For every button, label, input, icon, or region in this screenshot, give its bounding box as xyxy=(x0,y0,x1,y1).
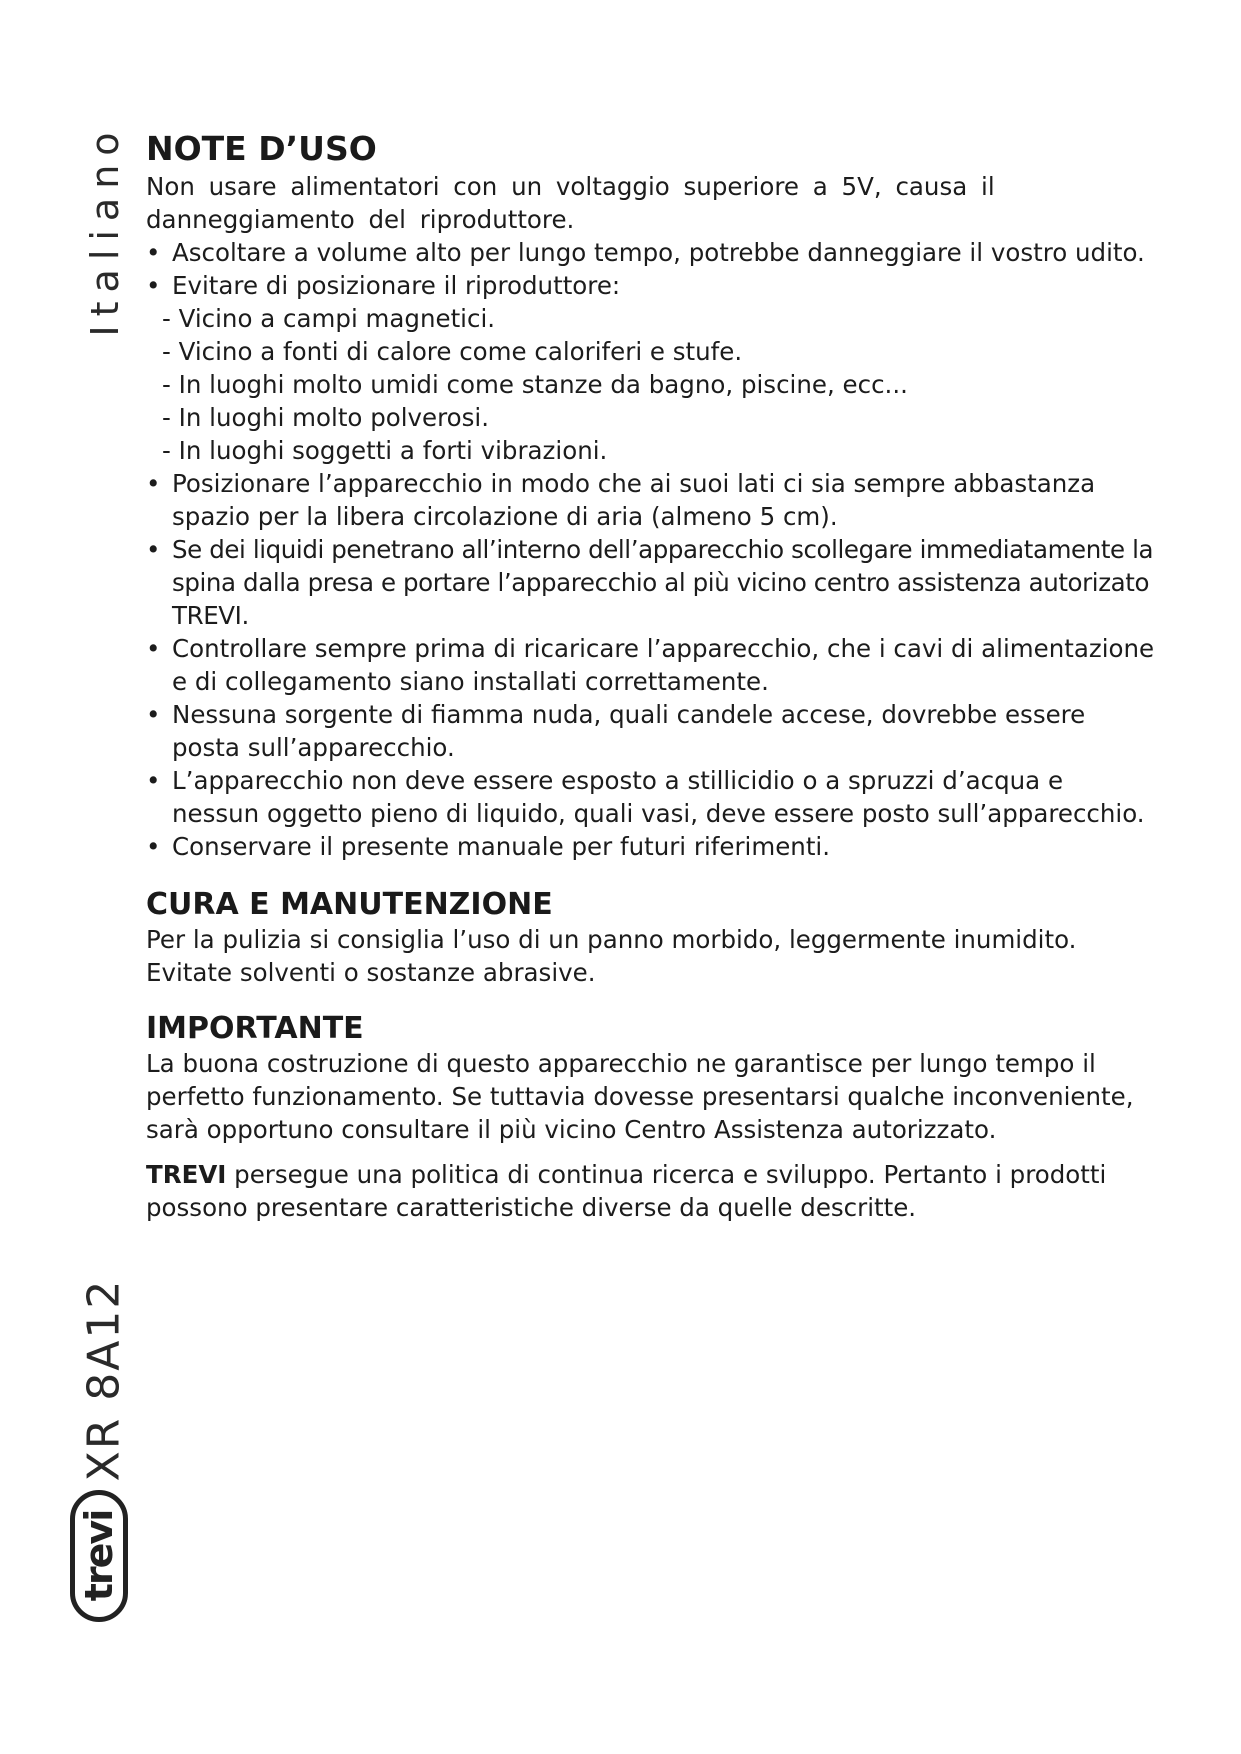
manual-content xyxy=(146,128,1156,1224)
note-uso-heading: NOTE D’USO xyxy=(146,129,377,168)
model-text: XR 8A12 xyxy=(78,1278,130,1482)
bullet-water: • L’apparecchio non deve essere esposto a stillicidio o a spruzzi d’acqua e nessun oggetto pieno di liquido, quali vasi, deve essere posto sull’apparecchio. xyxy=(146,764,1156,830)
bullet-manual: • Conservare il presente manuale per futuri riferimenti. xyxy=(146,830,1156,863)
bullet-ventilation: • Posizionare l’apparecchio in modo che ai suoi lati ci sia sempre abbastanza spazio per la libera circolazione di aria (almeno 5 cm). xyxy=(146,467,1156,533)
trevi-brand: TREVI xyxy=(146,1160,227,1189)
trevi-policy-text: persegue una politica di continua ricerca e sviluppo. Pertanto i prodotti possono presentare caratteristiche diverse da quelle descritte. xyxy=(146,1160,1107,1222)
language-text: Italiano xyxy=(83,123,127,337)
sub-item-magnetic: - Vicino a campi magnetici. xyxy=(162,304,496,333)
model-label xyxy=(74,1270,134,1490)
importante-heading: IMPORTANTE xyxy=(146,1011,364,1046)
importante-text: La buona costruzione di questo apparecchio ne garantisce per lungo tempo il perfetto funzionamento. Se tuttavia dovesse presentarsi qualche inconveniente, sarà opportuno consultare il più vicino Centro Assistenza autorizzato. xyxy=(146,1049,1134,1144)
trevi-logo xyxy=(70,1490,128,1622)
sub-item-humid: - In luoghi molto umidi come stanze da bagno, piscine, ecc... xyxy=(162,370,908,399)
note-uso-intro: Non usare alimentatori con un voltaggio superiore a 5V, causa il danneggiamento del riproduttore. xyxy=(146,172,995,234)
bullet-volume: • Ascoltare a volume alto per lungo tempo, potrebbe danneggiare il vostro udito. xyxy=(146,236,1156,269)
importante-section xyxy=(146,1011,1156,1224)
trevi-policy xyxy=(146,1158,1156,1224)
sub-item-vibration: - In luoghi soggetti a forti vibrazioni. xyxy=(162,436,608,465)
bullet-evitare: • Evitare di posizionare il riproduttore: xyxy=(146,269,1156,302)
logo-text: trevi xyxy=(77,1510,121,1602)
bullet-flame: • Nessuna sorgente di fiamma nuda, quali candele accese, dovrebbe essere posta sull’apparecchio. xyxy=(146,698,1156,764)
language-label xyxy=(80,120,130,340)
cura-heading: CURA E MANUTENZIONE xyxy=(146,887,553,922)
cura-section xyxy=(146,887,1156,989)
note-uso-section xyxy=(146,128,1156,863)
bullet-cables: • Controllare sempre prima di ricaricare l’apparecchio, che i cavi di alimentazione e di collegamento siano installati correttamente. xyxy=(146,632,1156,698)
sub-item-heat: - Vicino a fonti di calore come caloriferi e stufe. xyxy=(162,337,743,366)
cura-text: Per la pulizia si consiglia l’uso di un panno morbido, leggermente inumidito. Evitate solventi o sostanze abrasive. xyxy=(146,925,1077,987)
sub-item-dusty: - In luoghi molto polverosi. xyxy=(162,403,490,432)
bullet-liquids: • Se dei liquidi penetrano all’interno dell’apparecchio scollegare immediatamente la spina dalla presa e portare l’apparecchio al più vicino centro assistenza autorizato TREVI. xyxy=(146,533,1156,632)
